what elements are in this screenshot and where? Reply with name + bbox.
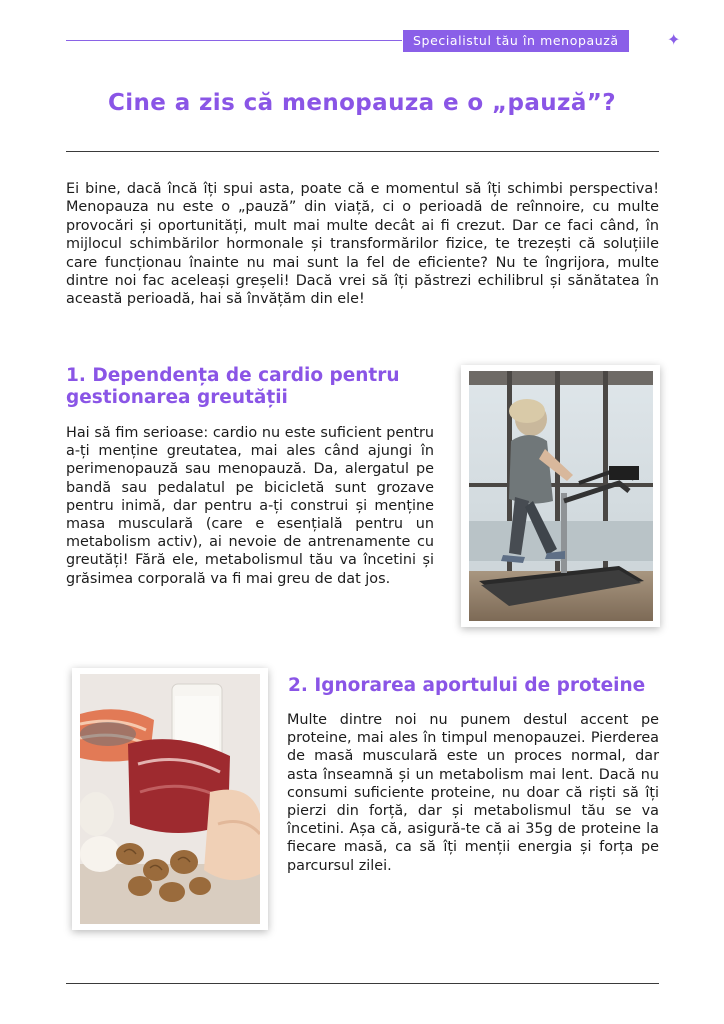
- header-badge: Specialistul tău în menopauză: [403, 30, 629, 52]
- header-line: [66, 40, 402, 41]
- protein-foods-illustration: [80, 674, 260, 924]
- title-divider: [66, 151, 659, 152]
- section-1-body: Hai să fim serioase: cardio nu este suficient pentru a-ți menține greutatea, mai ales când ajungi în perimenopauză sau menopauză. Da, alergatul pe bandă sau pedalatul pe bicicletă sunt grozave pentru inimă, dar pentru a-ți construi și menține masa musculară (care e esențială pentru un metabolism activ), ai nevoie de antrenamente cu greutăți! Fără ele, metabolismul tău va încetini și grăsimea corporală va fi mai greu de dat jos.: [66, 425, 434, 587]
- page-title: Cine a zis că menopauza e o „pauză”?: [107, 90, 617, 116]
- section-2-body: Multe dintre noi nu punem destul accent pe proteine, mai ales în timpul menopauzei. Pierderea de masă musculară este un proces normal, dar asta înseamnă și un metabolism mai lent. Dacă nu consumi suficiente proteine, nu doar că riști să îți pierzi din forță, dar și metabolismul tău se va încetini. Așa că, asigură-te că ai 35g de proteine la fiecare masă, ca să îți menții energia și forța pe parcursul zilei.: [287, 712, 659, 874]
- treadmill-photo: [461, 365, 660, 627]
- intro-paragraph: Ei bine, dacă încă îți spui asta, poate că e momentul să îți schimbi perspectiva! Menopauza nu este o „pauză” din viață, ci o perioadă de reînnoire, cu multe provocări și oportunități, mult mai multe decât ai fi crezut. Dar ce faci când, în mijlocul schimbărilor hormonale și transformărilor fizice, te trezești că soluțiile care funcționau înainte nu mai sunt la fel de eficiente? Nu te îngrijora, multe dintre noi fac aceleași greșeli! Dacă vrei să îți păstrezi echilibrul și sănătatea în această perioadă, hai să învățăm din ele!: [66, 181, 659, 308]
- footer-divider: [66, 983, 659, 984]
- treadmill-illustration: [469, 371, 653, 621]
- protein-foods-photo: [72, 668, 268, 930]
- section-2-heading: 2. Ignorarea aportului de proteine: [288, 675, 646, 696]
- sparkle-icon: ✦: [667, 30, 681, 49]
- section-1-heading: 1. Dependența de cardio pentru gestionarea greutății: [66, 365, 400, 408]
